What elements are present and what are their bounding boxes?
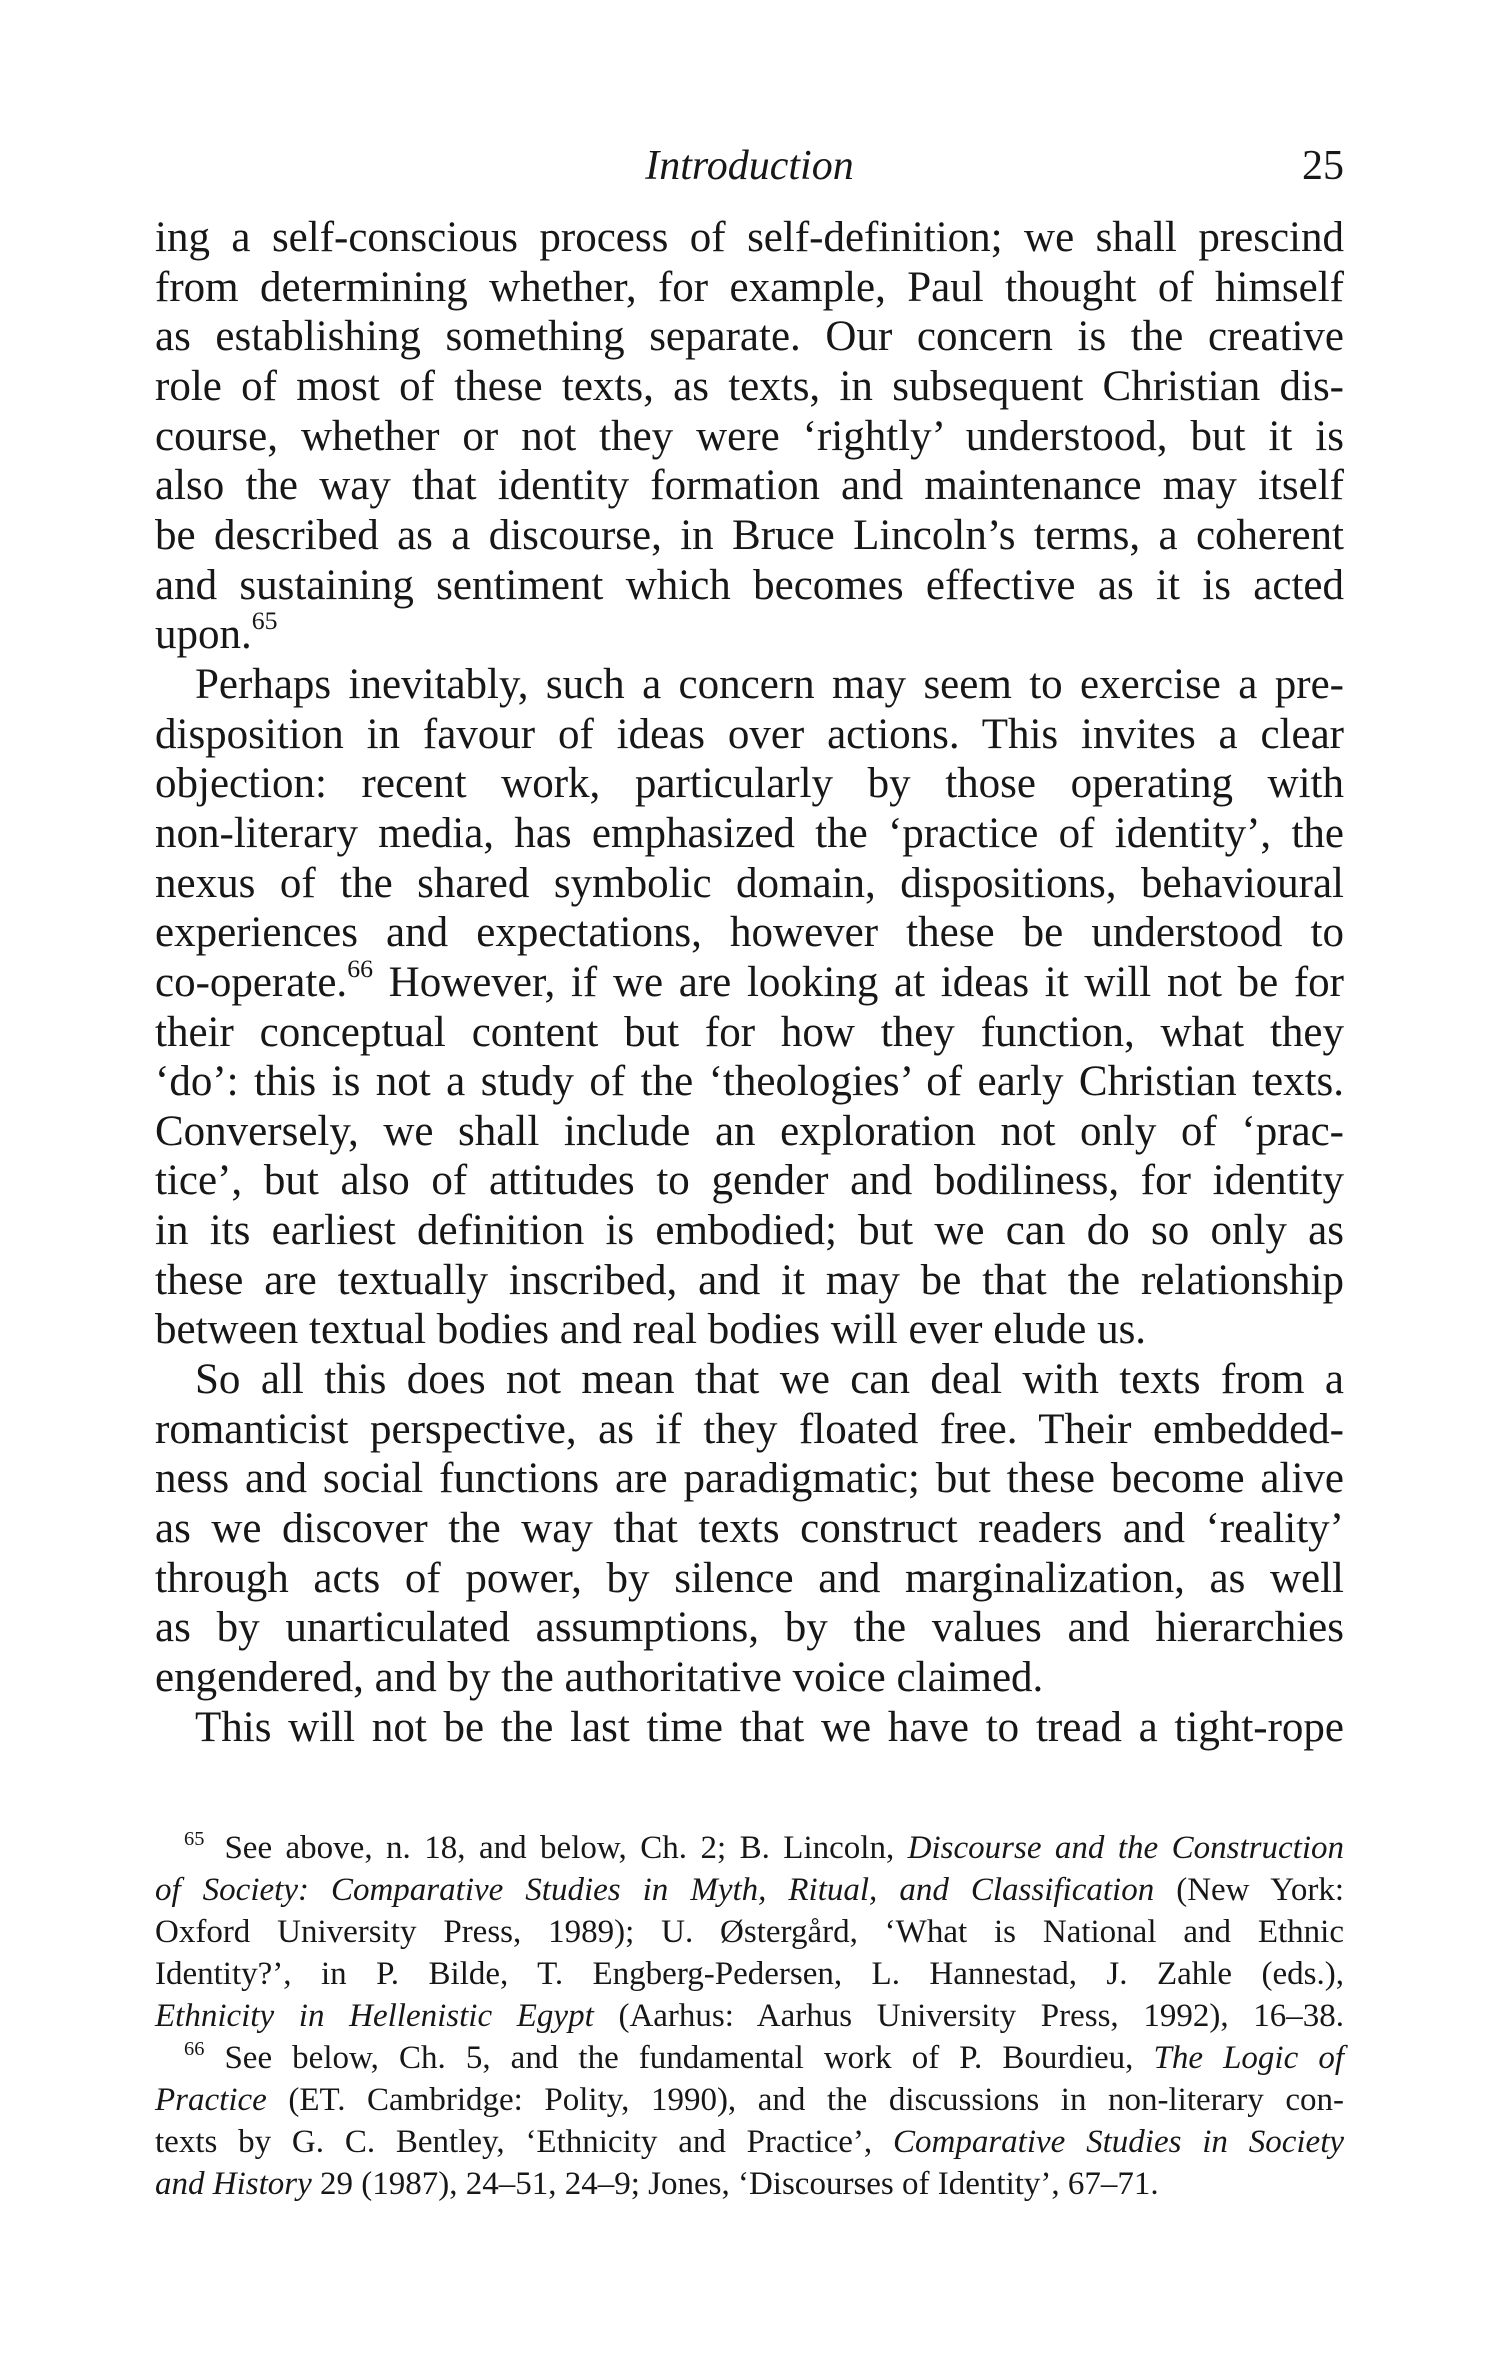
- text-line: romanticist perspective, as if they floated free. Their embedded-: [155, 1405, 1344, 1453]
- text-line: engendered, and by the authoritative voice claimed.: [155, 1654, 1044, 1702]
- running-header: [155, 141, 1344, 191]
- paragraph: [155, 660, 1344, 1355]
- footnote-text: Oxford University Press, 1989); U. Østergård, ‘What is National and Ethnic: [155, 1914, 1344, 1950]
- footnote-line: [155, 2163, 1344, 2205]
- text-line: Perhaps inevitably, such a concern may seem to exercise a pre-: [195, 660, 1344, 708]
- text-line: ness and social functions are paradigmatic; but these become alive: [155, 1455, 1344, 1503]
- text-line: also the way that identity formation and maintenance may itself: [155, 462, 1344, 510]
- text-line: ‘do’: this is not a study of the ‘theologies’ of early Christian texts.: [155, 1058, 1344, 1106]
- paragraph: [155, 1355, 1344, 1703]
- footnote-line: [155, 2037, 1344, 2079]
- footnote-line: [155, 1869, 1344, 1911]
- text-line: This will not be the last time that we have to tread a tight-rope: [195, 1703, 1344, 1751]
- footnote-number: 65: [184, 1828, 205, 1851]
- footnote-text: See above, n. 18, and below, Ch. 2; B. Lincoln,: [224, 1830, 895, 1866]
- text-line: ing a self-conscious process of self-definition; we shall prescind: [155, 214, 1344, 261]
- line-text: upon.: [155, 611, 252, 659]
- work-title: Practice: [155, 2082, 267, 2118]
- footnote-text: (New York:: [1176, 1872, 1344, 1908]
- work-title: and History: [155, 2166, 312, 2202]
- text-line: So all this does not mean that we can deal with texts from a: [195, 1356, 1344, 1404]
- work-title: Discourse and the Construction: [907, 1830, 1344, 1866]
- footnote-line: [155, 2121, 1344, 2163]
- text-line: between textual bodies and real bodies will ever elude us.: [155, 1306, 1147, 1354]
- paragraph: [155, 1703, 1344, 1753]
- footnote: [155, 1827, 1344, 2037]
- text-line: Conversely, we shall include an exploration not only of ‘prac-: [155, 1107, 1344, 1155]
- line-text: However, if we are looking at ideas it will not be for: [388, 958, 1344, 1006]
- text-line: [155, 605, 1344, 660]
- footnote-text: (ET. Cambridge: Polity, 1990), and the discussions in non-literary con-: [288, 2082, 1345, 2118]
- text-line: and sustaining sentiment which becomes effective as it is acted: [155, 561, 1344, 609]
- footnote-reference: 66: [347, 953, 373, 983]
- footnote-text: See below, Ch. 5, and the fundamental work of P. Bourdieu,: [224, 2040, 1134, 2076]
- footnote-number: 66: [184, 2038, 205, 2061]
- footnote-line: [155, 1995, 1344, 2037]
- footnote-text: texts by G. C. Bentley, ‘Ethnicity and Practice’,: [155, 2124, 873, 2160]
- page-number: 25: [1302, 143, 1344, 189]
- footnote-text: Identity?’, in P. Bilde, T. Engberg-Pedersen, L. Hannestad, J. Zahle (eds.),: [155, 1956, 1344, 1992]
- text-line: role of most of these texts, as texts, in subsequent Christian dis-: [155, 362, 1344, 410]
- text-line: nexus of the shared symbolic domain, dispositions, behavioural: [155, 859, 1344, 907]
- text-line: course, whether or not they were ‘rightly’ understood, but it is: [155, 412, 1344, 460]
- line-text: co-operate.: [155, 958, 348, 1006]
- work-title: Comparative Studies in Society: [893, 2124, 1345, 2160]
- text-line: from determining whether, for example, Paul thought of himself: [155, 263, 1344, 311]
- footnote-line: [155, 1953, 1344, 1995]
- text-line: these are textually inscribed, and it may be that the relationship: [155, 1256, 1344, 1304]
- text-line: as we discover the way that texts construct readers and ‘reality’: [155, 1505, 1344, 1553]
- text-line: through acts of power, by silence and marginalization, as well: [155, 1554, 1344, 1602]
- text-line: their conceptual content but for how they function, what they: [155, 1008, 1344, 1056]
- text-line: as establishing something separate. Our concern is the creative: [155, 313, 1344, 361]
- footnote-line: [155, 1827, 1344, 1869]
- footnote-line: [155, 2079, 1344, 2121]
- paragraph: [155, 213, 1344, 660]
- footnote-line: [155, 1911, 1344, 1953]
- work-title: of Society: Comparative Studies in Myth, Ritual, and Classification: [155, 1872, 1155, 1908]
- text-line: [155, 953, 1344, 1008]
- work-title: The Logic of: [1153, 2040, 1345, 2076]
- footnote: [155, 2037, 1344, 2205]
- body-text: [155, 213, 1344, 1752]
- text-line: tice’, but also of attitudes to gender and bodiliness, for identity: [155, 1157, 1344, 1205]
- text-line: experiences and expectations, however these be understood to: [155, 909, 1344, 957]
- footnotes: [155, 1827, 1344, 2205]
- text-line: be described as a discourse, in Bruce Lincoln’s terms, a coherent: [155, 511, 1344, 559]
- text-line: objection: recent work, particularly by those operating with: [155, 760, 1344, 808]
- text-line: as by unarticulated assumptions, by the values and hierarchies: [155, 1604, 1344, 1652]
- running-title: Introduction: [645, 143, 854, 189]
- text-line: non-literary media, has emphasized the ‘practice of identity’, the: [155, 809, 1344, 857]
- footnote-reference: 65: [251, 605, 278, 635]
- text-line: disposition in favour of ideas over actions. This invites a clear: [155, 710, 1344, 758]
- work-title: Ethnicity in Hellenistic Egypt: [155, 1998, 594, 2034]
- footnote-text: 29 (1987), 24–51, 24–9; Jones, ‘Discourses of Identity’, 67–71.: [320, 2166, 1159, 2202]
- footnote-text: (Aarhus: Aarhus University Press, 1992), 16–38.: [618, 1998, 1345, 2034]
- text-line: in its earliest definition is embodied; but we can do so only as: [155, 1207, 1344, 1255]
